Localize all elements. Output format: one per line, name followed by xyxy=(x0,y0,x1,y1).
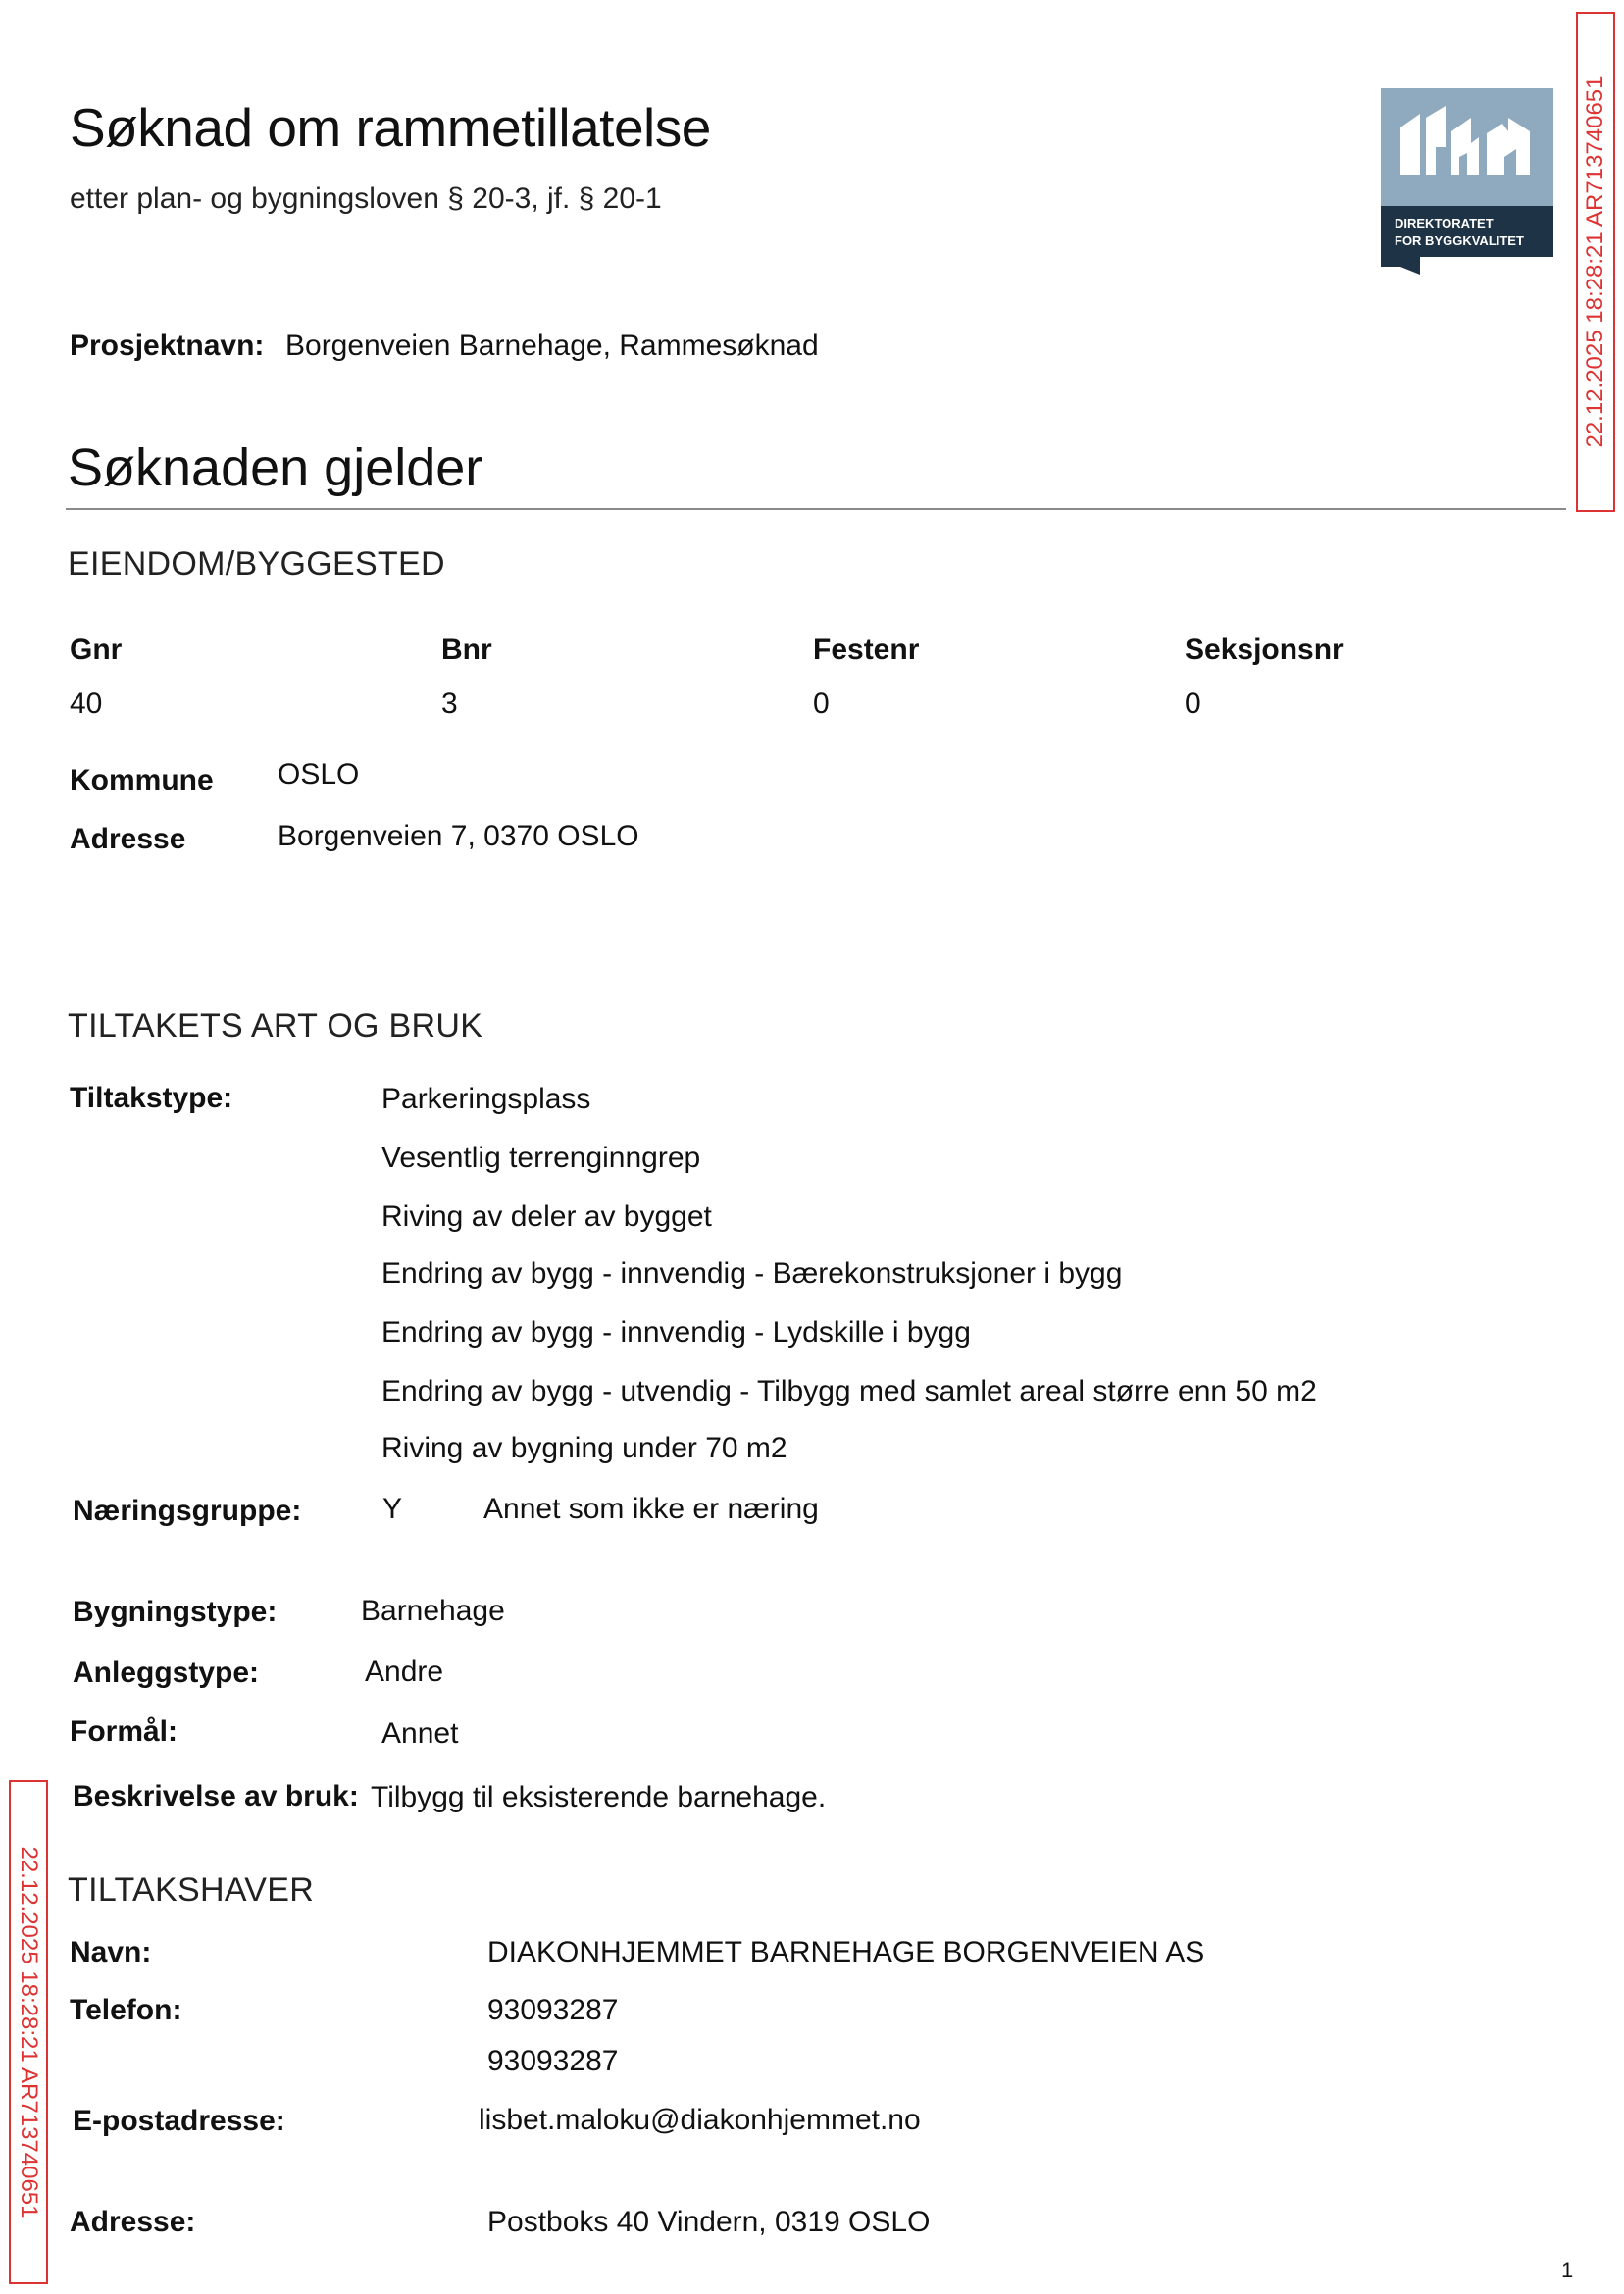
telefon-value: 93093287 xyxy=(487,2045,619,2077)
beskrivelse-value: Tilbygg til eksisterende barnehage. xyxy=(371,1781,827,1813)
gnr-label: Gnr xyxy=(70,634,123,666)
timestamp-stamp-right xyxy=(1576,12,1615,512)
naeringsgruppe-code: Y xyxy=(382,1493,403,1525)
property-heading: EIENDOM/BYGGESTED xyxy=(68,545,445,583)
naeringsgruppe-label: Næringsgruppe: xyxy=(73,1495,302,1527)
bnr-label: Bnr xyxy=(441,634,492,666)
bygningstype-value: Barnehage xyxy=(361,1595,505,1627)
stamp-text: 22.12.2025 18:28:21 AR713740651 xyxy=(16,1846,42,2218)
kommune-label: Kommune xyxy=(70,764,214,796)
seksjonsnr-value: 0 xyxy=(1185,688,1201,720)
page-number: 1 xyxy=(1561,2258,1574,2282)
epost-value: lisbet.maloku@diakonhjemmet.no xyxy=(479,2104,921,2136)
gnr-value: 40 xyxy=(70,688,103,720)
navn-label: Navn: xyxy=(70,1936,152,1968)
stamp-text: 22.12.2025 18:28:21 AR713740651 xyxy=(1582,76,1608,448)
timestamp-stamp-left xyxy=(9,1780,48,2284)
project-label: Prosjektnavn: xyxy=(70,330,265,362)
telefon-label: Telefon: xyxy=(70,1994,182,2026)
section-divider xyxy=(66,508,1566,510)
bygningstype-label: Bygningstype: xyxy=(73,1596,278,1628)
measure-heading: TILTAKETS ART OG BRUK xyxy=(68,1007,483,1045)
dibk-logo xyxy=(1381,88,1553,275)
section-title: Søknaden gjelder xyxy=(68,438,483,497)
tiltakstype-item: Parkeringsplass xyxy=(381,1083,591,1115)
beskrivelse-label: Beskrivelse av bruk: xyxy=(73,1780,359,1812)
telefon-value: 93093287 xyxy=(487,1994,619,2026)
document-subtitle: etter plan- og bygningsloven § 20-3, jf. § 20-1 xyxy=(70,182,662,215)
tiltakstype-label: Tiltakstype: xyxy=(70,1082,233,1114)
anleggstype-label: Anleggstype: xyxy=(73,1657,260,1689)
formal-label: Formål: xyxy=(70,1715,178,1748)
seksjonsnr-label: Seksjonsnr xyxy=(1185,634,1344,666)
festenr-value: 0 xyxy=(813,688,830,720)
epost-label: E-postadresse: xyxy=(73,2105,285,2137)
kommune-value: OSLO xyxy=(278,758,360,790)
tiltakstype-item: Endring av bygg - utvendig - Tilbygg med samlet areal større enn 50 m2 xyxy=(381,1375,1317,1407)
bnr-value: 3 xyxy=(441,688,458,720)
owner-adresse-label: Adresse: xyxy=(70,2206,196,2238)
tiltakstype-item: Vesentlig terrenginngrep xyxy=(381,1142,701,1174)
owner-heading: TILTAKSHAVER xyxy=(68,1871,315,1909)
document-title: Søknad om rammetillatelse xyxy=(70,97,711,158)
adresse-label: Adresse xyxy=(70,823,186,855)
tiltakstype-item: Endring av bygg - innvendig - Lydskille i bygg xyxy=(381,1316,971,1349)
naeringsgruppe-value: Annet som ikke er næring xyxy=(483,1493,819,1525)
anleggstype-value: Andre xyxy=(365,1656,444,1688)
adresse-value: Borgenveien 7, 0370 OSLO xyxy=(278,820,639,852)
tiltakstype-item: Riving av deler av bygget xyxy=(381,1200,712,1233)
navn-value: DIAKONHJEMMET BARNEHAGE BORGENVEIEN AS xyxy=(487,1936,1205,1968)
tiltakstype-item: Endring av bygg - innvendig - Bærekonstruksjoner i bygg xyxy=(381,1257,1123,1290)
logo-text-line2: FOR BYGGKVALITET xyxy=(1395,233,1524,248)
owner-adresse-value: Postboks 40 Vindern, 0319 OSLO xyxy=(487,2206,931,2238)
formal-value: Annet xyxy=(381,1717,459,1750)
tiltakstype-item: Riving av bygning under 70 m2 xyxy=(381,1432,787,1464)
project-value: Borgenveien Barnehage, Rammesøknad xyxy=(285,330,819,362)
logo-text-line1: DIREKTORATET xyxy=(1395,216,1494,230)
festenr-label: Festenr xyxy=(813,634,920,666)
